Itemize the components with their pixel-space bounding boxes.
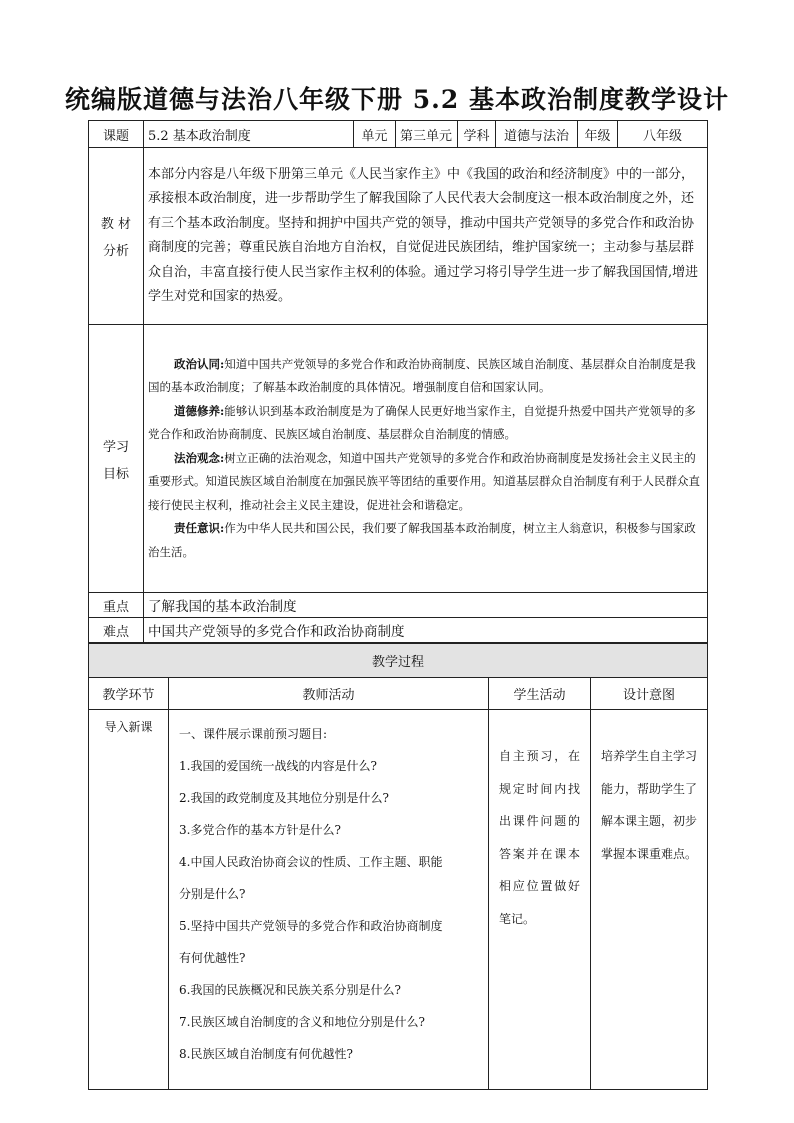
- teacher-line: 6.我国的民族概况和民族关系分别是什么?: [179, 983, 401, 997]
- topic-value: 5.2 基本政治制度: [144, 121, 354, 148]
- difficulty-row: [89, 618, 708, 643]
- difficulty-label: 难点: [89, 618, 144, 643]
- teacher-cell: [169, 710, 489, 1090]
- goals-label: 学习 目标: [89, 325, 144, 593]
- teacher-line: 7.民族区域自治制度的含义和地位分别是什么?: [179, 1015, 425, 1029]
- process-table: [88, 643, 708, 1090]
- topic-label: 课题: [89, 121, 144, 148]
- teacher-line: 8.民族区域自治制度有何优越性?: [179, 1047, 353, 1061]
- lesson-plan-table: [88, 120, 708, 643]
- analysis-text: 本部分内容是八年级下册第三单元《人民当家作主》中《我国的政治和经济制度》中的一部分，承接根本政治制度，进一步帮助学生了解我国除了人民代表大会制度这一根本政治制度之外，还有三个基本政治制度。坚持和拥护中国共产党的领导，推动中国共产党领导的多党合作和政治协商制度的完善；尊重民族自治地方自治权，自觉促进民族团结，维护国家统一；主动参与基层群众自治，丰富直接行使人民当家作主权利的体验。通过学习将引导学生进一步了解我国国情,增进学生对党和国家的热爱。: [144, 148, 708, 325]
- unit-value: 第三单元: [396, 121, 458, 148]
- goals-row: [89, 325, 708, 593]
- teacher-line: 4.中国人民政治协商会议的性质、工作主题、职能: [179, 855, 443, 869]
- key-point-text: 了解我国的基本政治制度: [144, 593, 708, 618]
- teacher-line: 1.我国的爱国统一战线的内容是什么?: [179, 759, 377, 773]
- col-stage: 教学环节: [89, 678, 169, 710]
- teacher-line: 3.多党合作的基本方针是什么?: [179, 823, 341, 837]
- header-row: [89, 121, 708, 148]
- col-student: 学生活动: [489, 678, 591, 710]
- col-design: 设计意图: [591, 678, 708, 710]
- goal-item: 法治观念:树立正确的法治观念，知道中国共产党领导的多党合作和政治协商制度是发扬社会主义民主的重要形式。知道民族区域自治制度在加强民族平等团结的重要作用。知道基层群众自治制度有利于人民群众直接行使民主权利，推动社会主义民主建设，促进社会和谐稳定。: [148, 450, 700, 512]
- grade-value: 八年级: [618, 121, 708, 148]
- goal-item: 道德修养:能够认识到基本政治制度是为了确保人民更好地当家作主，自觉提升热爱中国共产党领导的多党合作和政治协商制度、民族区域自治制度、基层群众自治制度的情感。: [148, 403, 696, 442]
- analysis-label: 教 材 分析: [89, 148, 144, 325]
- col-teacher: 教师活动: [169, 678, 489, 710]
- teacher-line: 5.坚持中国共产党领导的多党合作和政治协商制度: [179, 919, 443, 933]
- subject-label: 学科: [458, 121, 496, 148]
- process-section-title: 教学过程: [89, 644, 708, 678]
- analysis-row: [89, 148, 708, 325]
- design-intent: 培养学生自主学习能力，帮助学生了解本课主题，初步掌握本课重难点。: [601, 749, 698, 861]
- subject-value: 道德与法治: [496, 121, 578, 148]
- student-cell: [489, 710, 591, 1090]
- teacher-line: 一、课件展示课前预习题目:: [179, 727, 328, 741]
- teacher-line: 2.我国的政党制度及其地位分别是什么?: [179, 791, 389, 805]
- key-point-label: 重点: [89, 593, 144, 618]
- process-header-row: [89, 678, 708, 710]
- student-activity: 自主预习，在规定时间内找出课件问题的答案并在课本相应位置做好笔记。: [499, 749, 580, 926]
- goal-item: 责任意识:作为中华人民共和国公民，我们要了解我国基本政治制度，树立主人翁意识，积极参与国家政治生活。: [148, 521, 696, 559]
- goal-item: 政治认同:知道中国共产党领导的多党合作和政治协商制度、民族区域自治制度、基层群众自治制度是我国的基本政治制度；了解基本政治制度的具体情况。增强制度自信和国家认同。: [148, 356, 696, 395]
- process-row: [89, 710, 708, 1090]
- page-title: 统编版道德与法治八年级下册 5.2 基本政治制度教学设计: [65, 85, 729, 114]
- goals-content: [144, 325, 708, 593]
- teacher-line: 有何优越性?: [179, 951, 246, 965]
- stage-cell: 导入新课: [89, 710, 169, 1090]
- unit-label: 单元: [354, 121, 396, 148]
- key-point-row: [89, 593, 708, 618]
- teacher-line: 分别是什么?: [179, 887, 246, 901]
- grade-label: 年级: [578, 121, 618, 148]
- design-cell: [591, 710, 708, 1090]
- difficulty-text: 中国共产党领导的多党合作和政治协商制度: [144, 618, 708, 643]
